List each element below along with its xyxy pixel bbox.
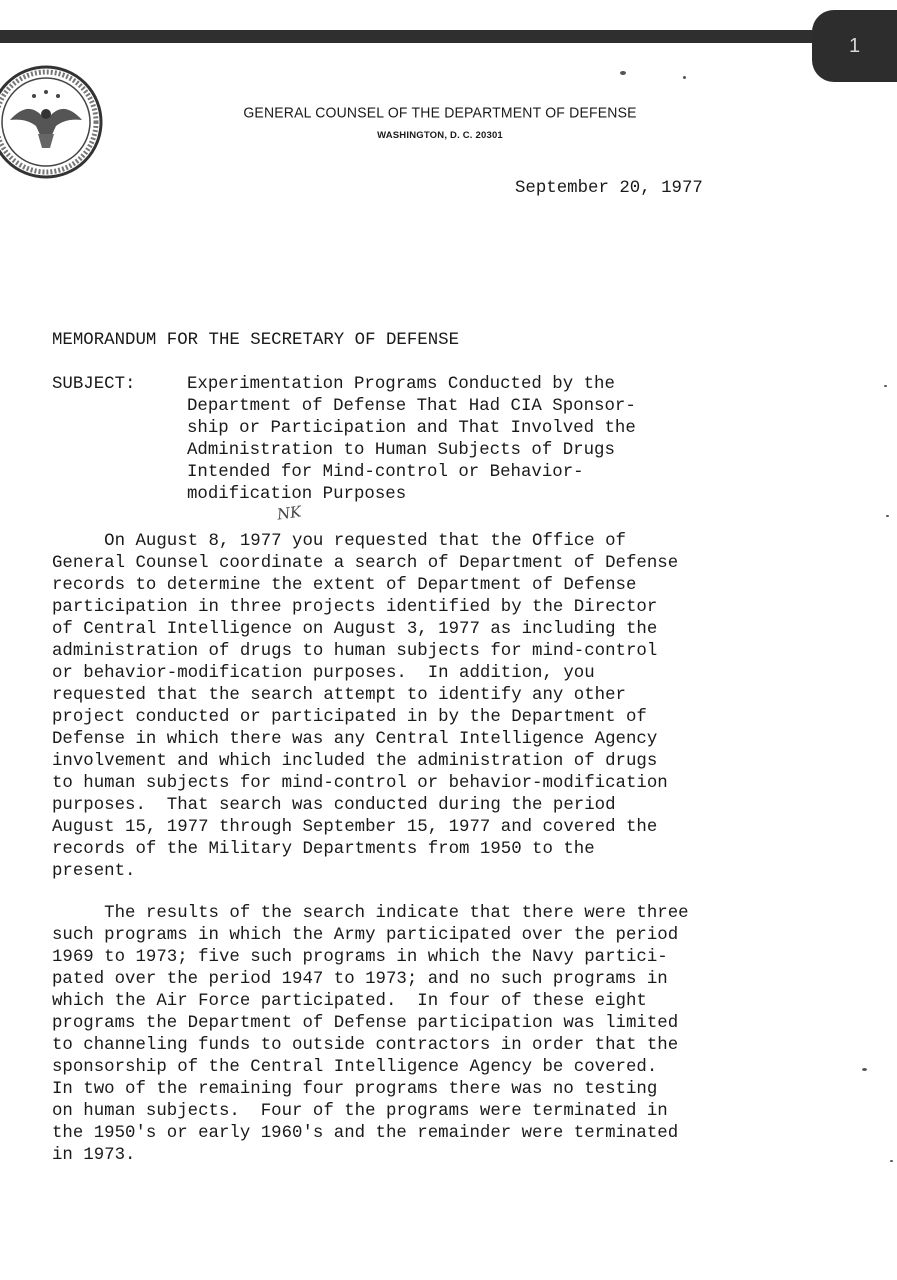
scan-speck bbox=[886, 515, 889, 517]
dod-seal-icon bbox=[0, 52, 106, 192]
letterhead-organization: GENERAL COUNSEL OF THE DEPARTMENT OF DEFENSE bbox=[243, 103, 637, 121]
page-number-badge: 1 bbox=[812, 10, 897, 82]
letterhead-address: WASHINGTON, D. C. 20301 bbox=[377, 130, 503, 141]
subject-label: SUBJECT: bbox=[52, 375, 136, 394]
scan-speck bbox=[620, 71, 626, 75]
handwritten-initials: NK bbox=[275, 502, 303, 524]
scan-speck bbox=[890, 1160, 893, 1162]
page-top-bar bbox=[0, 30, 830, 43]
memo-date: September 20, 1977 bbox=[515, 179, 703, 198]
body-paragraph-1: On August 8, 1977 you requested that the Office of General Counsel coordinate a search of Department of Defense records to determine the extent of Department of Defense participation in three projects identified by the Director of Central Intelligence on August 3, 1977 as including the administration of drugs to human subjects for mind-control or behavior-modification purposes. In addition, you requested that the search attempt to identify any other project conducted or participated in by the Department of Defense in which there was any Central Intelligence Agency involvement and which included the administration of drugs to human subjects for mind-control or behavior-modification purposes. That search was conducted during the period August 15, 1977 through September 15, 1977 and covered the records of the Military Departments from 1950 to the present. bbox=[52, 532, 679, 881]
scan-speck bbox=[862, 1068, 867, 1071]
letterhead bbox=[170, 104, 710, 141]
subject-text: Experimentation Programs Conducted by the Department of Defense That Had CIA Sponsor- ship or Participation and That Involved the Administration to Human Subjects of Drugs Intended for Mind-control or Behavior- modification Purposes bbox=[187, 375, 636, 504]
scan-speck bbox=[884, 385, 887, 387]
memo-addressee: MEMORANDUM FOR THE SECRETARY OF DEFENSE bbox=[52, 331, 460, 350]
scan-speck bbox=[683, 76, 686, 79]
body-paragraph-2: The results of the search indicate that there were three such programs in which the Army participated over the period 1969 to 1973; five such programs in which the Navy partici- pated over the period 1947 to 1973; and no such programs in which the Air Force participated. In four of these eight programs the Department of Defense participation was limited to channeling funds to outside contractors in order that the sponsorship of the Central Intelligence Agency be covered. In two of the remaining four programs there was no testing on human subjects. Four of the programs were terminated in the 1950's or early 1960's and the remainder were terminated in 1973. bbox=[52, 904, 689, 1165]
